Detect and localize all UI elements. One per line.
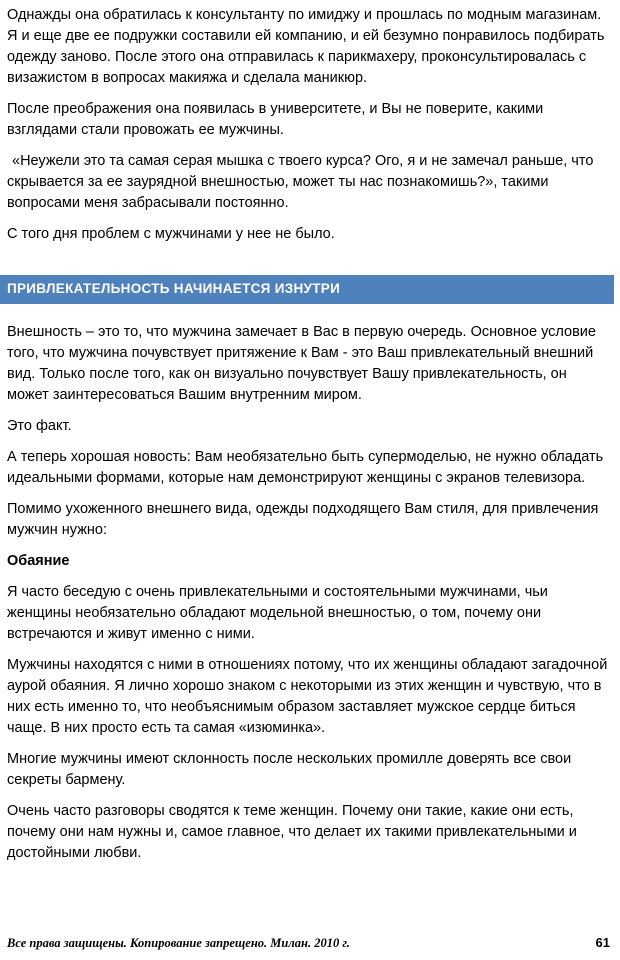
- subsection-heading: Обаяние: [7, 552, 70, 569]
- paragraph: Это факт.: [7, 417, 72, 434]
- paragraph: Однажды она обратилась к консультанту по имиджу и прошлась по модным магазинам. Я и еще две ее подружки составили ей компанию, и ей безумно понравилось подбирать одежду заново. После этого она отправилась к парикмахеру, проконсультировалась с визажистом в вопросах макияжа и сделала маникюр.: [7, 7, 605, 87]
- paragraph: Мужчины находятся с ними в отношениях потому, что их женщины обладают загадочной аурой обаяния. Я лично хорошо знаком с некоторыми из этих женщин и чувствую, что в них есть именно то, что необъяснимым образом заставляет мужское сердце биться чаще. В них просто есть та самая «изюминка».: [7, 656, 608, 736]
- paragraph: С того дня проблем с мужчинами у нее не было.: [7, 226, 335, 243]
- page-footer: [7, 935, 610, 951]
- paragraph: Многие мужчины имеют склонность после нескольких промилле доверять все свои секреты бармену.: [7, 750, 572, 788]
- section-heading-banner: [0, 275, 614, 304]
- paragraph-quote: «Неужели это та самая серая мышка с твоего курса? Ого, я и не замечал раньше, что скрывается за ее заурядной внешностью, может ты нас познакомишь?», такими вопросами меня забрасывали постоянно.: [7, 153, 594, 212]
- paragraph: А теперь хорошая новость: Вам необязательно быть супермоделью, не нужно обладать идеальными формами, которые нам демонстрируют женщины с экранов телевизора.: [7, 448, 604, 486]
- paragraph: Внешность – это то, что мужчина замечает в Вас в первую очередь. Основное условие того, что мужчина почувствует притяжение к Вам - это Ваш привлекательный внешний вид. Только после того, как он визуально почувствует Вашу привлекательность, он может заинтересоваться Вашим внутренним миром.: [7, 323, 596, 403]
- page-number: 61: [595, 935, 610, 950]
- copyright-notice: Все права защищены. Копирование запрещено. Милан. 2010 г.: [7, 936, 350, 950]
- paragraph: Очень часто разговоры сводятся к теме женщин. Почему они такие, какие они есть, почему они нам нужны и, самое главное, что делает их такими привлекательными и достойными любви.: [7, 803, 577, 862]
- paragraph: Я часто беседую с очень привлекательными и состоятельными мужчинами, чьи женщины необязательно обладают модельной внешностью, о том, почему они встречаются и живут именно с ними.: [7, 583, 548, 642]
- section-heading-text: ПРИВЛЕКАТЕЛЬНОСТЬ НАЧИНАЕТСЯ ИЗНУТРИ: [7, 281, 341, 297]
- paragraph: После преображения она появилась в университете, и Вы не поверите, какими взглядами стали провожать ее мужчины.: [7, 101, 544, 139]
- paragraph: Помимо ухоженного внешнего вида, одежды подходящего Вам стиля, для привлечения мужчин нужно:: [7, 500, 599, 538]
